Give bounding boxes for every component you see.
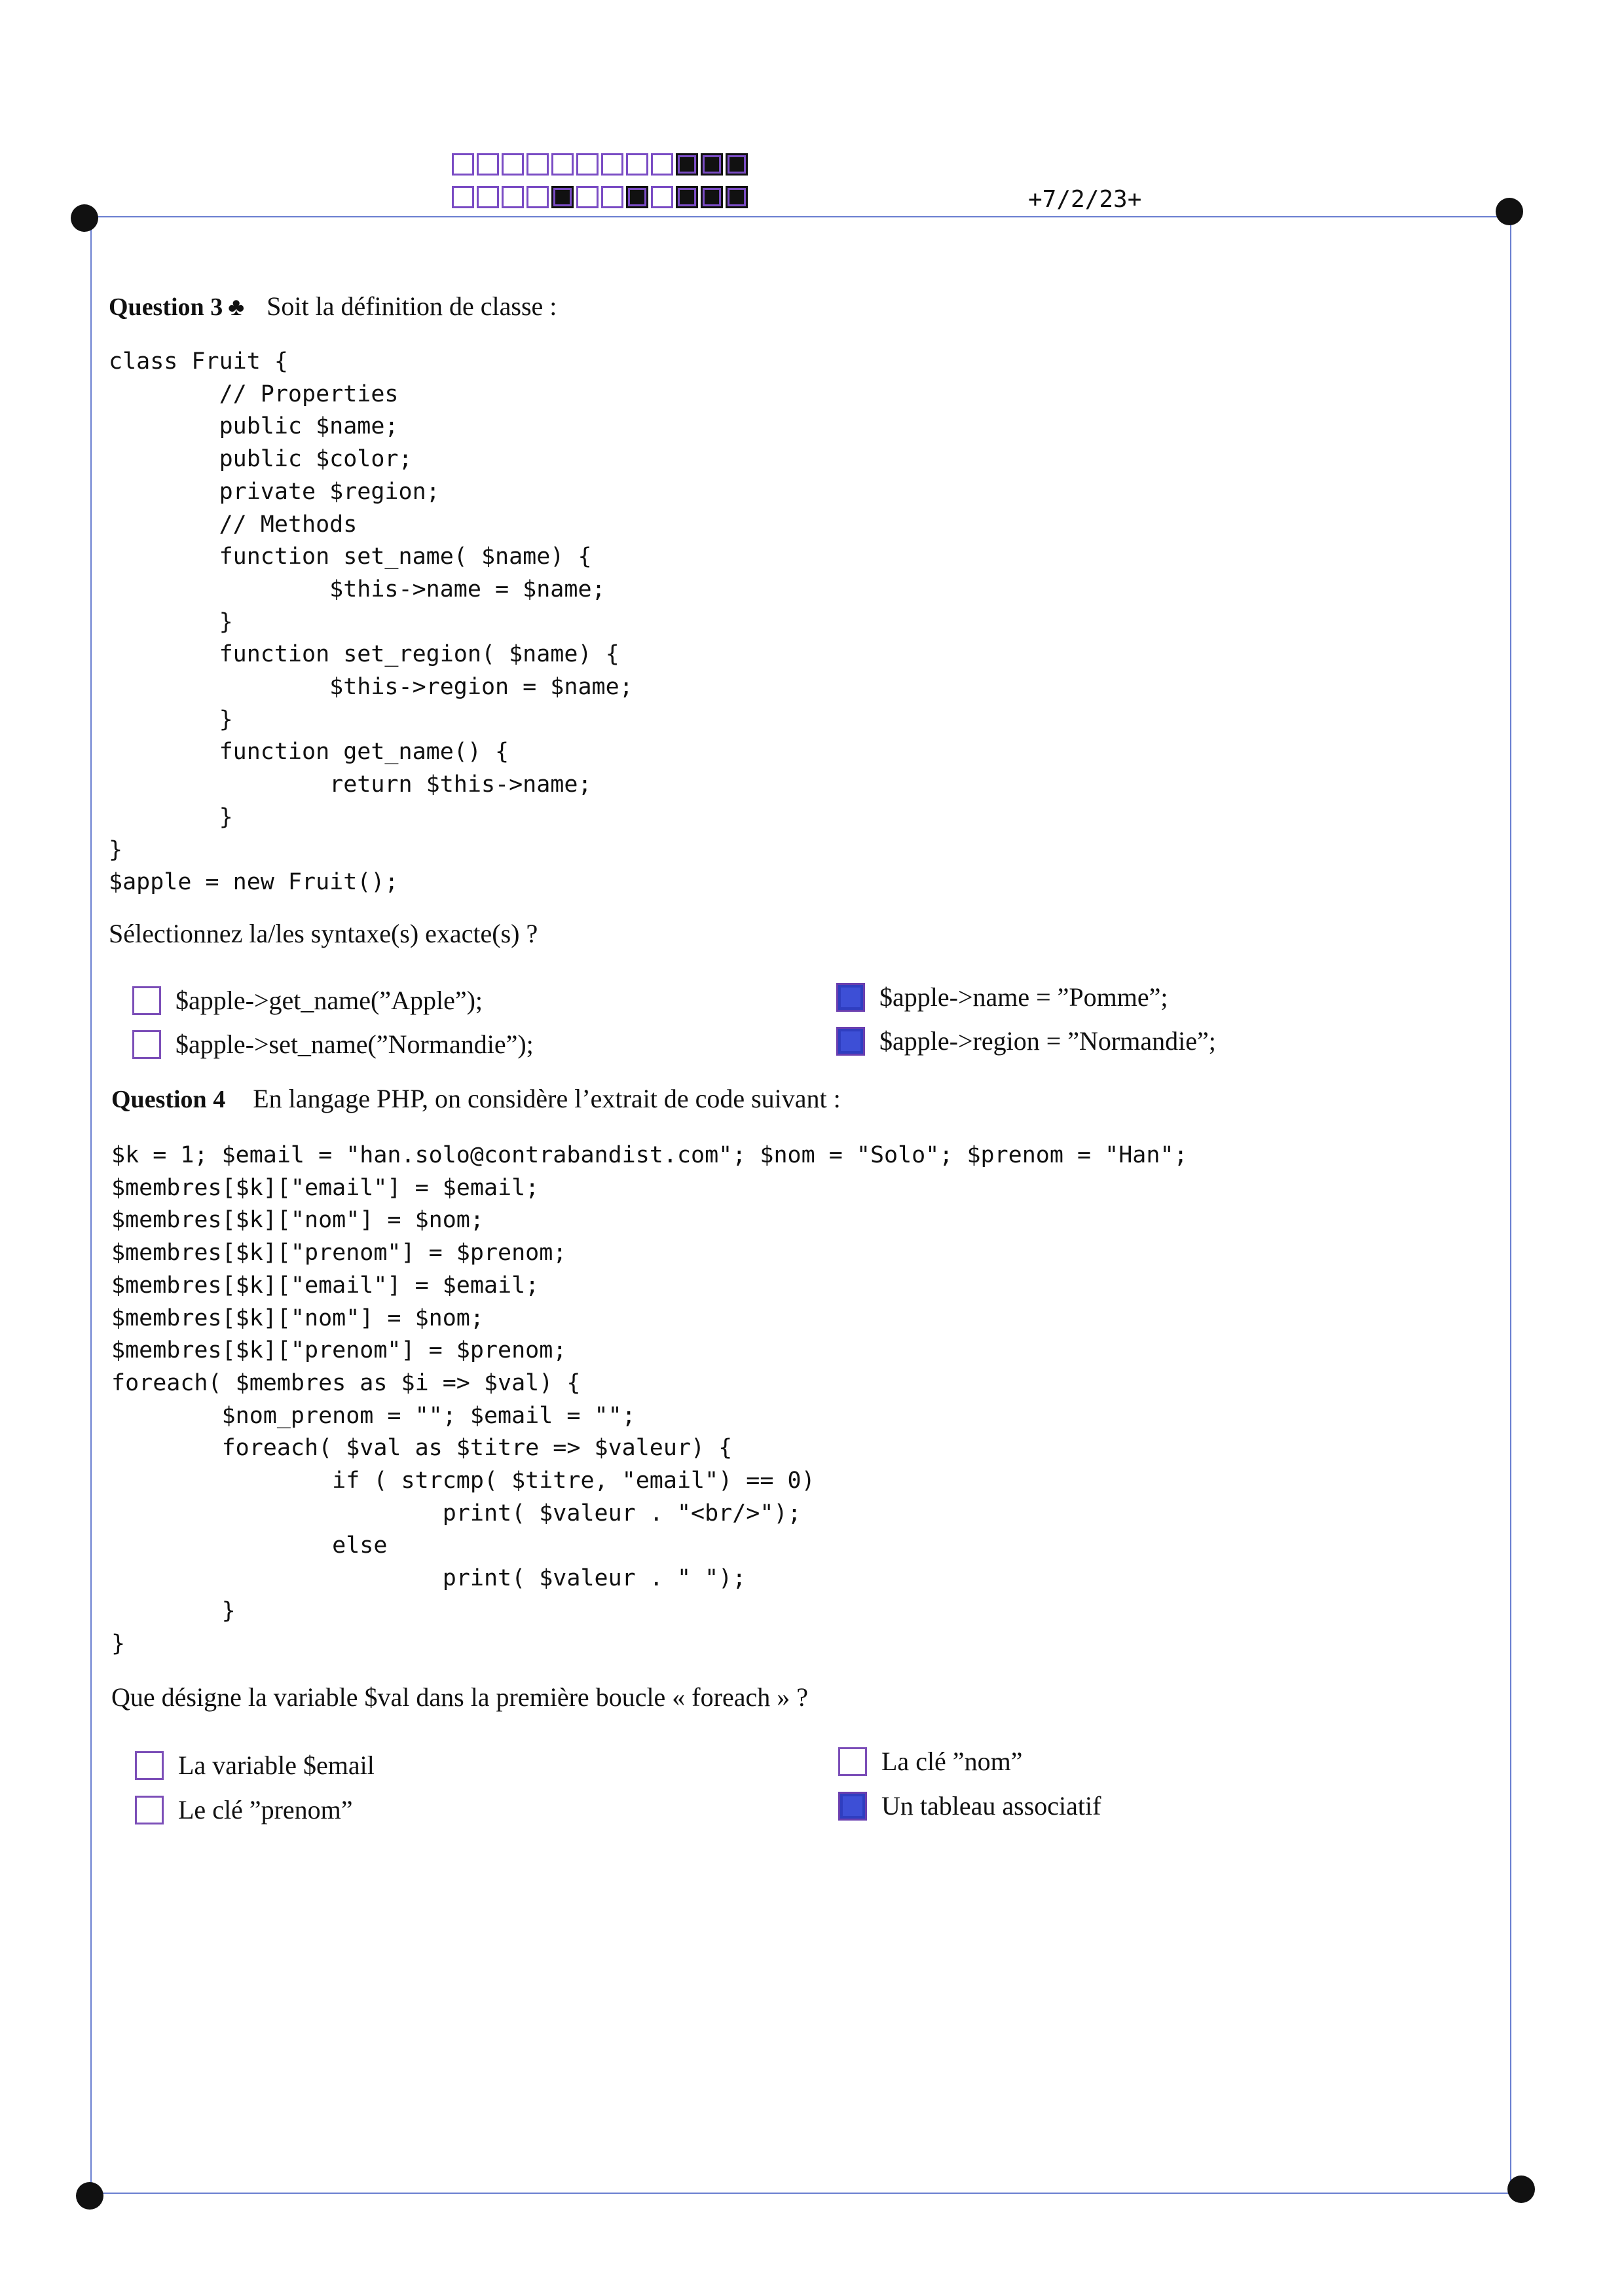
q3-choice-3-checkbox[interactable] [836, 983, 865, 1012]
club-icon: ♣ [228, 293, 245, 321]
q3-choice-2-label: $apple->set_name(”Normandie”); [175, 1029, 534, 1059]
id-code-box [551, 153, 574, 176]
question-4-prompt: En langage PHP, on considère l’extrait de code suivant : [253, 1084, 841, 1113]
id-code-box [502, 153, 524, 176]
q4-choice-2-checkbox[interactable] [135, 1796, 164, 1824]
id-code-box [726, 186, 748, 208]
id-code-box [502, 186, 524, 208]
q4-choice-1[interactable] [135, 1750, 375, 1781]
id-code-box [626, 186, 648, 208]
question-3-code: class Fruit { // Properties public $name; public $color; private $region; // Methods function set_name( $name) { $this->name = $name; } function set_region( $name) { $this->region = $name; } function get_name() { return $this->name; } } $apple = new Fruit(); [109, 348, 633, 896]
question-3-title: Question 3 [109, 293, 223, 321]
q3-choice-1-checkbox[interactable] [132, 986, 161, 1015]
id-code-box [651, 153, 673, 176]
q3-choice-2[interactable] [132, 1029, 534, 1060]
q4-choice-4-label: Un tableau associatif [881, 1791, 1101, 1821]
q3-choice-3[interactable] [836, 982, 1168, 1012]
id-code-row-1 [452, 153, 748, 176]
corner-marker-top-right [1496, 198, 1523, 225]
id-code-row-2 [452, 186, 748, 208]
id-code-box [701, 153, 723, 176]
corner-marker-bottom-right [1507, 2176, 1535, 2203]
question-4-title: Question 4 [111, 1086, 226, 1113]
id-code-box [551, 186, 574, 208]
corner-marker-bottom-left [76, 2182, 103, 2210]
id-code-box [477, 153, 499, 176]
q4-choice-2[interactable] [135, 1794, 353, 1825]
id-code-box [477, 186, 499, 208]
q3-choice-2-checkbox[interactable] [132, 1030, 161, 1059]
q4-choice-2-label: Le clé ”prenom” [178, 1795, 353, 1824]
id-code-box [701, 186, 723, 208]
id-code-box [726, 153, 748, 176]
q4-choice-3-label: La clé ”nom” [881, 1747, 1023, 1776]
q4-choice-3-checkbox[interactable] [838, 1747, 867, 1776]
q3-choice-3-label: $apple->name = ”Pomme”; [879, 982, 1168, 1012]
question-3-prompt: Soit la définition de classe : [267, 291, 557, 321]
q3-choice-4-checkbox[interactable] [836, 1027, 865, 1056]
q4-choice-1-checkbox[interactable] [135, 1751, 164, 1780]
q3-choice-1[interactable] [132, 985, 483, 1016]
id-code-box [651, 186, 673, 208]
page-id: +7/2/23+ [1028, 186, 1142, 213]
q3-choice-1-label: $apple->get_name(”Apple”); [175, 986, 483, 1015]
id-code-box [601, 153, 623, 176]
id-code-box [526, 186, 549, 208]
id-code-box [626, 153, 648, 176]
question-3-header [109, 291, 557, 322]
corner-marker-top-left [71, 204, 98, 232]
q3-choice-4[interactable] [836, 1026, 1216, 1056]
id-code-box [576, 186, 599, 208]
q4-choice-1-label: La variable $email [178, 1750, 375, 1780]
question-3-question: Sélectionnez la/les syntaxe(s) exacte(s) ? [109, 919, 538, 948]
id-code-box [676, 153, 698, 176]
q4-choice-3[interactable] [838, 1746, 1022, 1777]
id-code-box [576, 153, 599, 176]
q4-choice-4[interactable] [838, 1790, 1101, 1821]
id-code-box [526, 153, 549, 176]
question-4-question: Que désigne la variable $val dans la première boucle « foreach » ? [111, 1682, 808, 1712]
id-code-box [676, 186, 698, 208]
q3-choice-4-label: $apple->region = ”Normandie”; [879, 1026, 1216, 1056]
id-code-box [601, 186, 623, 208]
id-code-box [452, 186, 474, 208]
q4-choice-4-checkbox[interactable] [838, 1792, 867, 1821]
id-code-box [452, 153, 474, 176]
question-4-code: $k = 1; $email = "han.solo@contrabandist.com"; $nom = "Solo"; $prenom = "Han"; $membres[$k]["email"] = $email; $membres[$k]["nom"] = $nom; $membres[$k]["prenom"] = $prenom; $membres[$k]["email"] = $email; $membres[$k]["nom"] = $nom; $membres[$k]["prenom"] = $prenom; foreach( $membres as $i => $val) { $nom_prenom = ""; $email = ""; foreach( $val as $titre => $valeur) { if ( strcmp( $titre, "email") == 0) print( $valeur . "<br/>"); else print( $valeur . " "); } } [111, 1142, 1188, 1657]
question-4-header [111, 1083, 841, 1114]
